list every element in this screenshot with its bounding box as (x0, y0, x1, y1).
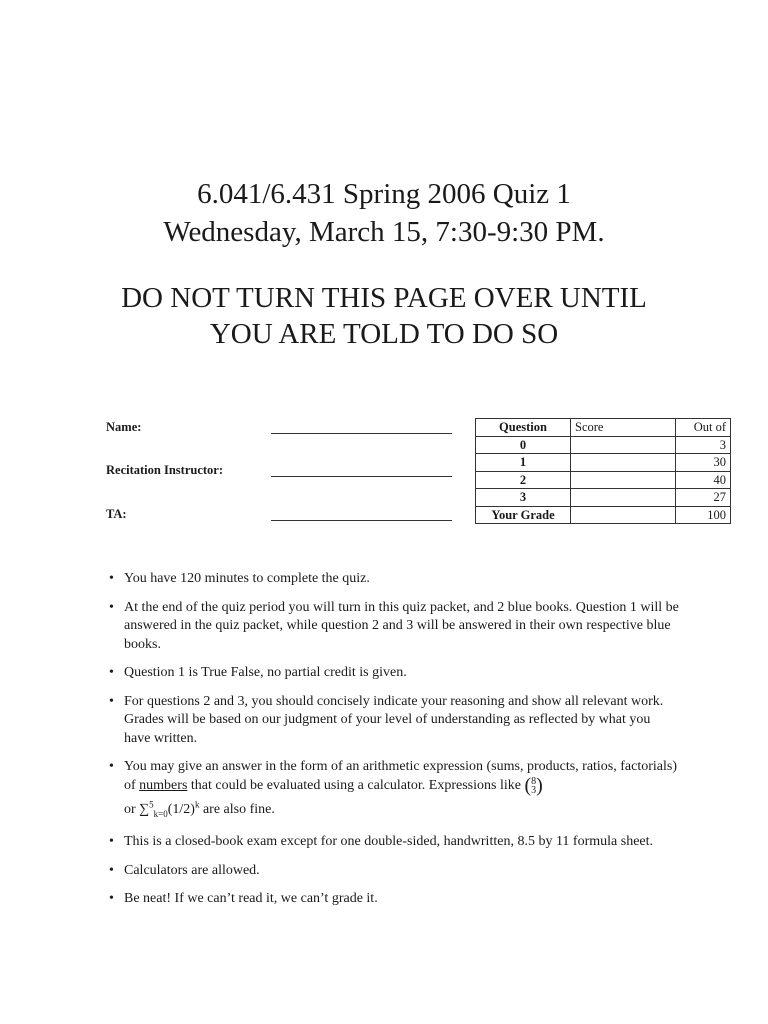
out-of-cell: 30 (676, 454, 731, 472)
rule-text: At the end of the quiz period you will turn in this quiz packet, and 2 blue books. Question 1 will be answered in the quiz packet, while question 2 and 3 will be answered in their own respective blue books. (124, 599, 679, 652)
col-out-of: Out of (676, 419, 731, 437)
out-of-cell: 100 (676, 506, 731, 524)
col-score: Score (571, 419, 676, 437)
list-item (106, 599, 680, 655)
sum-exponent: k (194, 799, 200, 810)
name-field[interactable] (271, 433, 452, 434)
rule-text-part: are also fine. (199, 802, 275, 818)
question-cell: 1 (476, 454, 571, 472)
rule-text: This is a closed-book exam except for one double-sided, handwritten, 8.5 by 11 formula sheet. (124, 834, 654, 850)
bullet-icon: • (109, 759, 114, 774)
score-cell[interactable] (571, 506, 676, 524)
grade-table (475, 418, 731, 524)
instructor-field[interactable] (271, 476, 452, 477)
score-cell[interactable] (571, 489, 676, 507)
quiz-title: 6.041/6.431 Spring 2006 Quiz 1 (197, 178, 571, 210)
table-row (476, 436, 731, 454)
list-item (106, 758, 680, 823)
col-question: Question (476, 419, 571, 437)
sum-symbol: ∑ (139, 802, 150, 818)
out-of-cell: 40 (676, 471, 731, 489)
question-cell: Your Grade (476, 506, 571, 524)
quiz-date: Wednesday, March 15, 7:30-9:30 PM. (163, 216, 605, 248)
rule-text-part: or (124, 802, 140, 818)
rule-text: Question 1 is True False, no partial credit is given. (124, 665, 407, 680)
question-cell: 2 (476, 471, 571, 489)
bullet-icon: • (109, 665, 114, 680)
question-cell: 0 (476, 436, 571, 454)
bullet-icon: • (109, 862, 114, 878)
instructor-label: Recitation Instructor: (106, 463, 223, 477)
score-cell[interactable] (571, 436, 676, 454)
rule-text (124, 759, 677, 817)
rule-text: For questions 2 and 3, you should concisely indicate your reasoning and show all relevant work. Grades will be based on our judgment of your level of understanding as reflected by what you have written. (124, 693, 664, 746)
table-row (476, 489, 731, 507)
list-item (106, 890, 680, 909)
binomial-open-paren: ( (524, 774, 532, 797)
binomial-top: 8 (531, 775, 537, 787)
binomial-close-paren: ) (536, 774, 543, 797)
bullet-icon: • (109, 834, 114, 850)
rule-text: You have 120 minutes to complete the quiz. (124, 571, 370, 586)
binomial-bottom: 3 (531, 784, 537, 796)
bullet-icon: • (109, 571, 114, 586)
list-item (106, 693, 680, 749)
ta-field[interactable] (271, 520, 452, 521)
out-of-cell: 3 (676, 436, 731, 454)
list-item (106, 570, 680, 589)
warning-line-2: YOU ARE TOLD TO DO SO (209, 318, 559, 350)
underlined-word: numbers (139, 777, 188, 793)
out-of-cell: 27 (676, 489, 731, 507)
question-cell: 3 (476, 489, 571, 507)
rule-text: Be neat! If we can’t read it, we can’t grade it. (124, 891, 378, 907)
rule-text: Calculators are allowed. (124, 862, 260, 878)
rule-text-part: that could be evaluated using a calculator. Expressions like (187, 777, 525, 793)
table-row-total (476, 506, 731, 524)
instructions-list (106, 570, 680, 919)
name-label: Name: (106, 420, 142, 434)
table-row (476, 471, 731, 489)
list-item (106, 862, 680, 881)
sum-expression: (1/2) (167, 802, 195, 818)
list-item (106, 833, 680, 852)
ta-label: TA: (106, 507, 127, 521)
warning-line-1: DO NOT TURN THIS PAGE OVER UNTIL (121, 282, 647, 314)
grade-table-header (476, 419, 731, 437)
table-row (476, 454, 731, 472)
bullet-icon: • (109, 693, 114, 709)
bullet-icon: • (109, 599, 114, 615)
sum-lower: k=0 (153, 808, 168, 819)
score-cell[interactable] (571, 471, 676, 489)
rule-text-part: You may give an answer in the form of an arithmetic expression (sums, products, ratios, factorials) of (124, 759, 677, 793)
sum-upper: 5 (149, 799, 154, 810)
list-item (106, 664, 680, 683)
score-cell[interactable] (571, 454, 676, 472)
bullet-icon: • (109, 891, 114, 907)
